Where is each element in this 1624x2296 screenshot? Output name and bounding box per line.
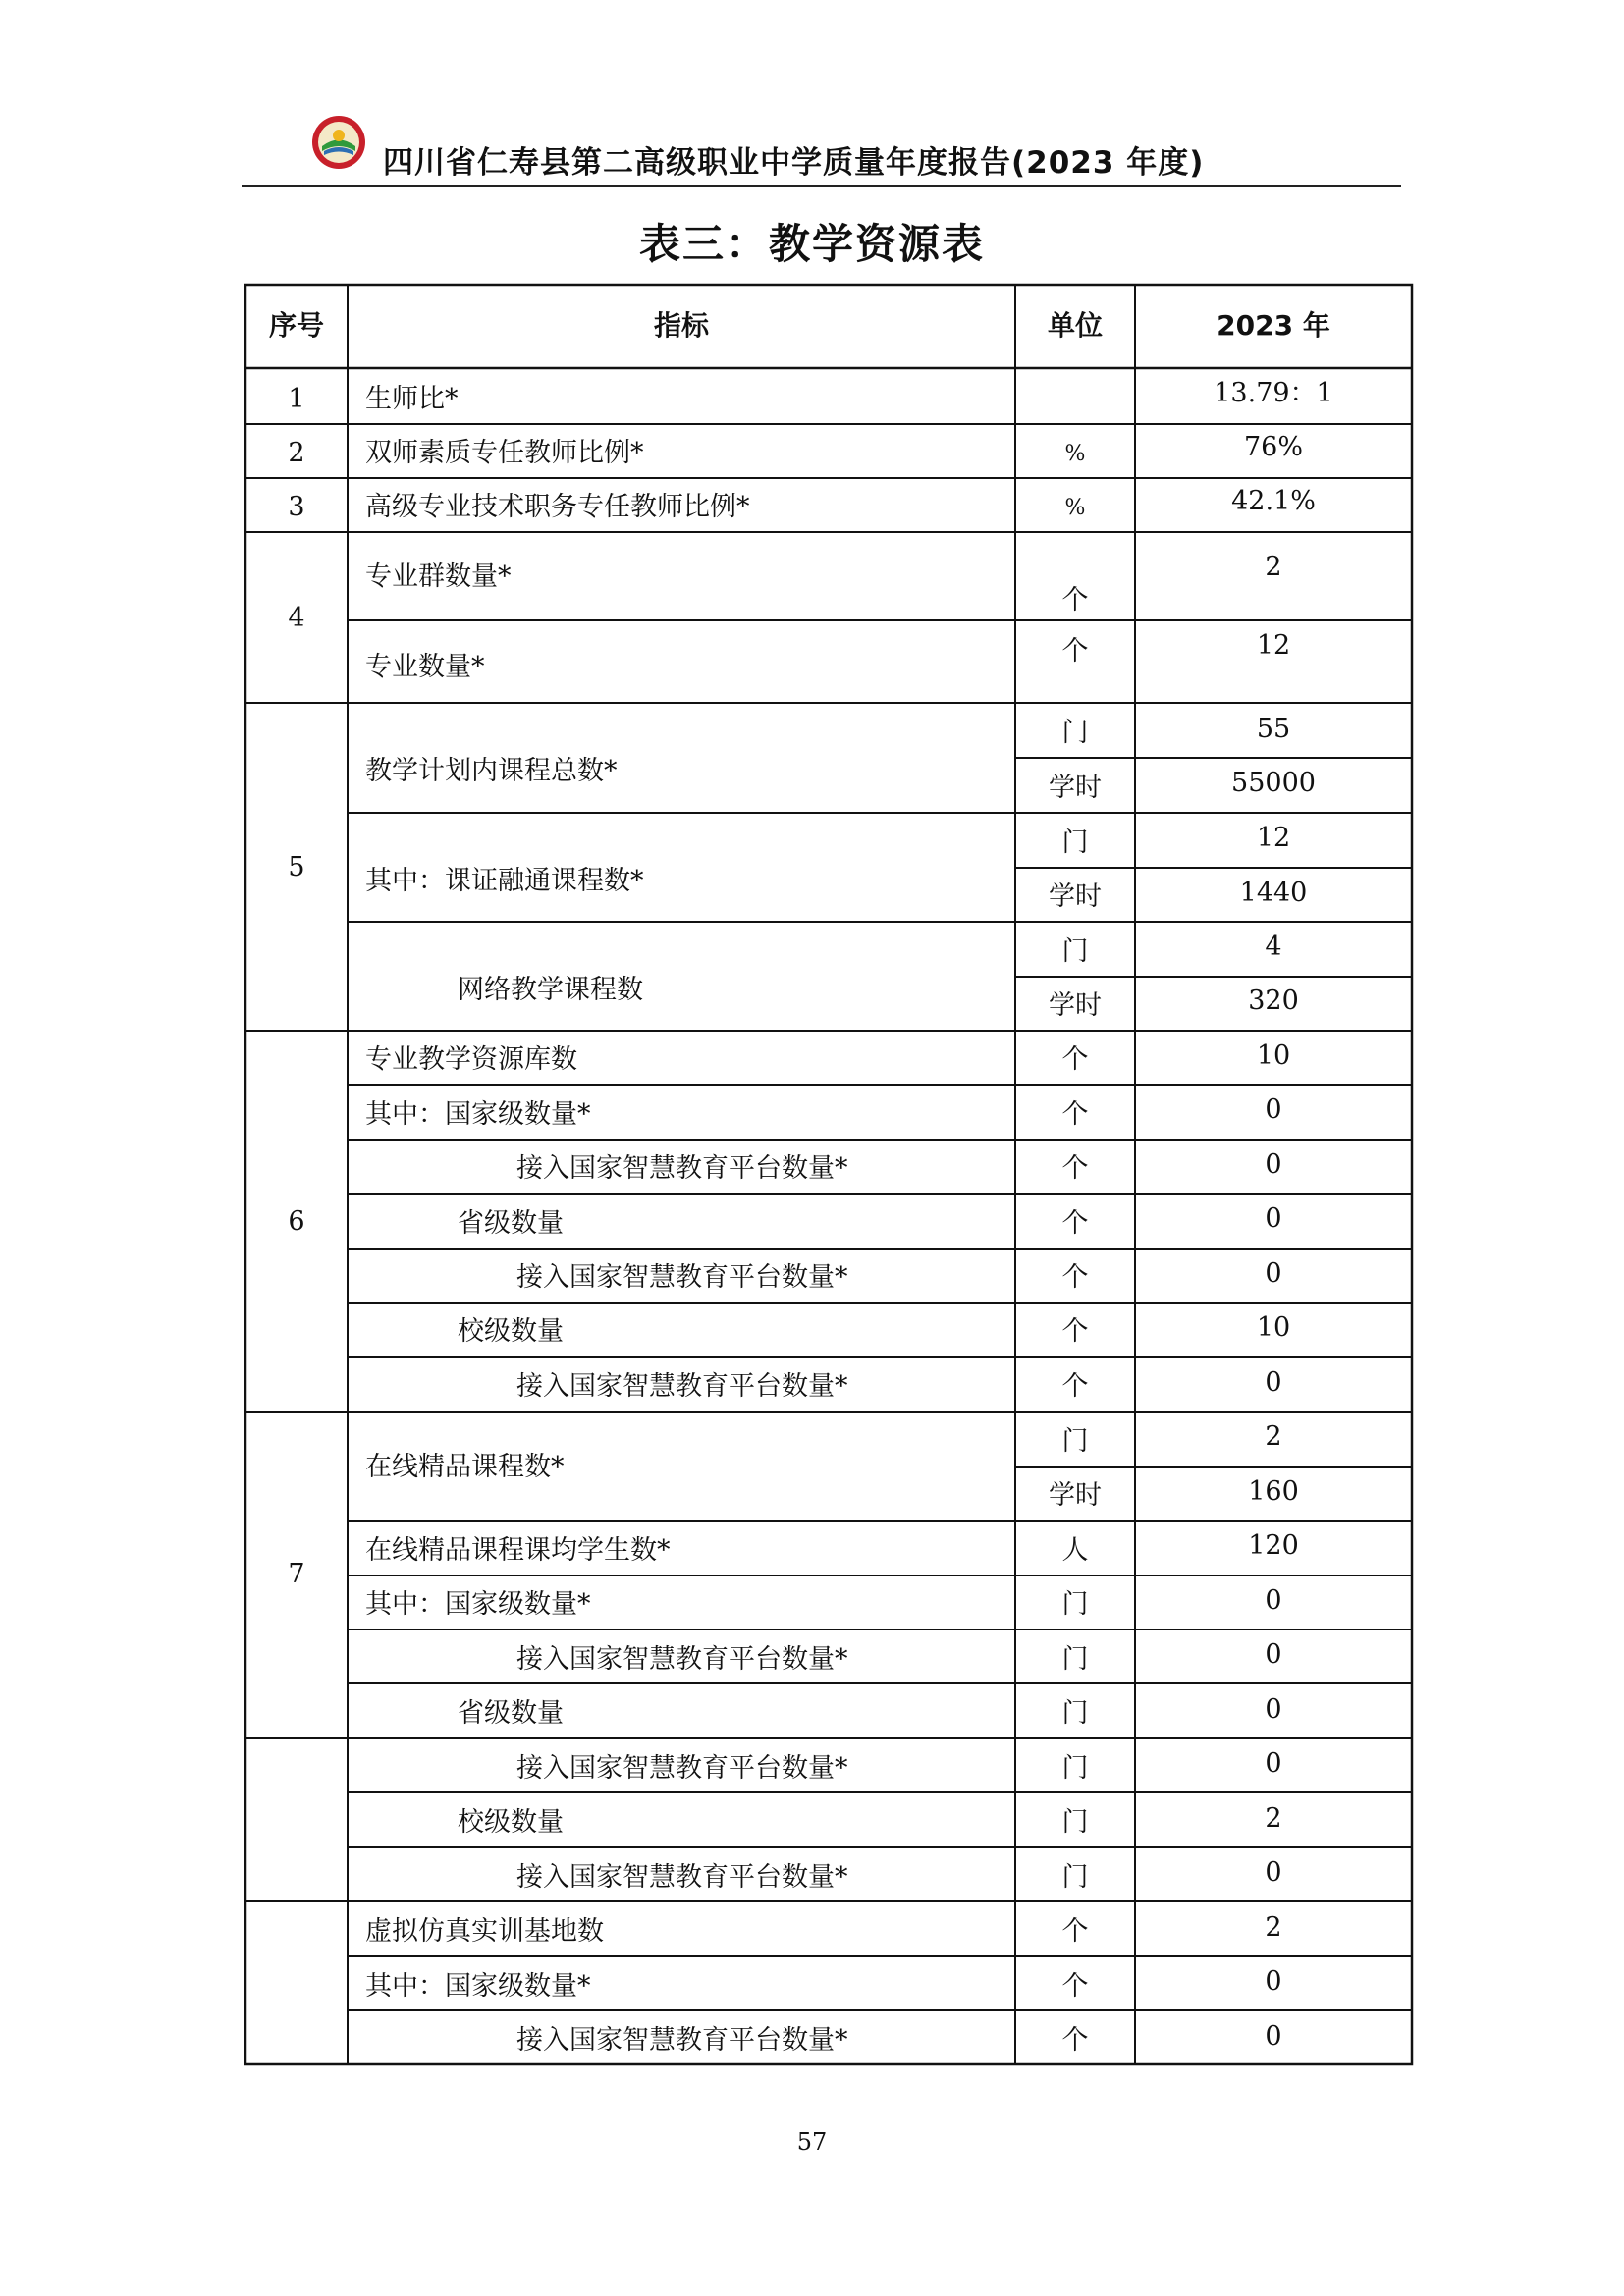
row-unit: 个 — [1061, 1262, 1089, 1293]
row-indicator: 专业数量* — [365, 652, 485, 682]
row-value: 13.79：1 — [1214, 378, 1333, 408]
row-value: 10 — [1256, 1041, 1291, 1071]
row-indicator: 校级数量 — [458, 1316, 564, 1347]
row-seq: 1 — [288, 384, 305, 414]
row-indicator: 在线精品课程课均学生数* — [365, 1535, 671, 1566]
row-unit: 人 — [1061, 1535, 1089, 1566]
row-indicator: 其中：国家级数量* — [365, 1971, 591, 2002]
row-seq: 7 — [288, 1559, 305, 1589]
row-value: 0 — [1265, 1748, 1282, 1779]
row-indicator: 双师素质专任教师比例* — [365, 438, 644, 468]
column-header-seq: 序号 — [268, 309, 325, 342]
row-value: 55000 — [1231, 768, 1316, 798]
row-unit: 门 — [1061, 1644, 1089, 1675]
row-indicator: 省级数量 — [458, 1208, 564, 1239]
row-unit: 门 — [1061, 1807, 1089, 1838]
row-seq: 4 — [288, 603, 305, 633]
row-indicator: 其中：国家级数量* — [365, 1099, 591, 1130]
row-value: 4 — [1265, 932, 1282, 962]
row-indicator: 接入国家智慧教育平台数量* — [516, 2025, 848, 2056]
row-unit: 个 — [1061, 1916, 1089, 1947]
row-seq: 2 — [288, 438, 305, 468]
row-indicator: 专业教学资源库数 — [365, 1044, 577, 1075]
row-indicator: 生师比* — [365, 384, 459, 414]
row-unit: % — [1064, 496, 1086, 520]
row-value: 0 — [1265, 2021, 1282, 2052]
row-indicator: 接入国家智慧教育平台数量* — [516, 1371, 848, 1402]
row-unit: 个 — [1061, 1316, 1089, 1347]
row-unit: 个 — [1061, 1971, 1089, 2002]
row-value: 10 — [1256, 1312, 1291, 1343]
row-seq: 5 — [288, 852, 305, 882]
row-unit: 门 — [1061, 936, 1089, 967]
column-header-unit: 单位 — [1047, 309, 1104, 342]
row-unit: 个 — [1061, 2025, 1089, 2056]
row-unit: % — [1064, 442, 1086, 466]
row-unit: 门 — [1061, 1589, 1089, 1620]
row-value: 76% — [1243, 432, 1304, 462]
row-value: 12 — [1256, 823, 1291, 853]
row-unit: 门 — [1061, 1426, 1089, 1457]
row-indicator: 专业群数量* — [365, 561, 512, 592]
row-value: 2 — [1265, 552, 1282, 582]
row-value: 0 — [1265, 1095, 1282, 1125]
row-value: 1440 — [1239, 878, 1308, 908]
row-value: 0 — [1265, 1149, 1282, 1180]
row-value: 0 — [1265, 1966, 1282, 1997]
row-indicator: 其中：课证融通课程数* — [365, 866, 644, 896]
row-unit: 门 — [1061, 1862, 1089, 1893]
row-value: 0 — [1265, 1694, 1282, 1725]
page-number: 57 — [796, 2128, 828, 2156]
row-indicator: 虚拟仿真实训基地数 — [365, 1916, 604, 1947]
row-value: 0 — [1265, 1585, 1282, 1616]
row-value: 0 — [1265, 1258, 1282, 1289]
row-indicator: 网络教学课程数 — [458, 975, 643, 1005]
row-value: 0 — [1265, 1367, 1282, 1398]
row-indicator: 接入国家智慧教育平台数量* — [516, 1262, 848, 1293]
row-value: 160 — [1248, 1476, 1299, 1507]
row-value: 0 — [1265, 1639, 1282, 1670]
row-unit: 门 — [1061, 1698, 1089, 1729]
row-unit: 门 — [1061, 718, 1089, 748]
row-indicator: 接入国家智慧教育平台数量* — [516, 1753, 848, 1784]
row-indicator: 教学计划内课程总数* — [365, 756, 618, 786]
row-indicator: 校级数量 — [458, 1807, 564, 1838]
row-unit: 学时 — [1049, 1480, 1102, 1511]
table-title: 表三：教学资源表 — [638, 220, 985, 268]
row-unit: 个 — [1061, 636, 1089, 667]
row-indicator: 高级专业技术职务专任教师比例* — [365, 492, 750, 522]
row-indicator: 接入国家智慧教育平台数量* — [516, 1862, 848, 1893]
column-header-year: 2023 年 — [1217, 309, 1330, 342]
column-header-indicator: 指标 — [653, 309, 710, 342]
row-indicator: 其中：国家级数量* — [365, 1589, 591, 1620]
row-unit: 个 — [1061, 1099, 1089, 1130]
row-value: 0 — [1265, 1857, 1282, 1888]
row-seq: 3 — [288, 492, 305, 522]
row-value: 120 — [1248, 1530, 1299, 1561]
row-value: 2 — [1265, 1912, 1282, 1943]
row-unit: 学时 — [1049, 990, 1102, 1021]
row-indicator: 省级数量 — [458, 1698, 564, 1729]
row-unit: 学时 — [1049, 773, 1102, 803]
row-unit: 个 — [1061, 1371, 1089, 1402]
row-unit: 个 — [1061, 585, 1089, 615]
row-indicator: 接入国家智慧教育平台数量* — [516, 1153, 848, 1184]
row-value: 12 — [1256, 630, 1291, 661]
document-header-title: 四川省仁寿县第二高级职业中学质量年度报告(2023 年度) — [383, 145, 1205, 181]
row-unit: 个 — [1061, 1153, 1089, 1184]
row-value: 42.1% — [1231, 486, 1316, 516]
row-unit: 个 — [1061, 1208, 1089, 1239]
row-value: 55 — [1256, 714, 1291, 744]
row-value: 0 — [1265, 1203, 1282, 1234]
row-indicator: 接入国家智慧教育平台数量* — [516, 1644, 848, 1675]
row-unit: 个 — [1061, 1044, 1089, 1075]
row-value: 2 — [1265, 1803, 1282, 1834]
row-indicator: 在线精品课程数* — [365, 1452, 565, 1482]
row-unit: 学时 — [1049, 881, 1102, 912]
row-unit: 门 — [1061, 1753, 1089, 1784]
row-seq: 6 — [288, 1206, 305, 1237]
row-value: 2 — [1265, 1421, 1282, 1452]
row-value: 320 — [1248, 986, 1299, 1016]
row-unit: 门 — [1061, 828, 1089, 858]
